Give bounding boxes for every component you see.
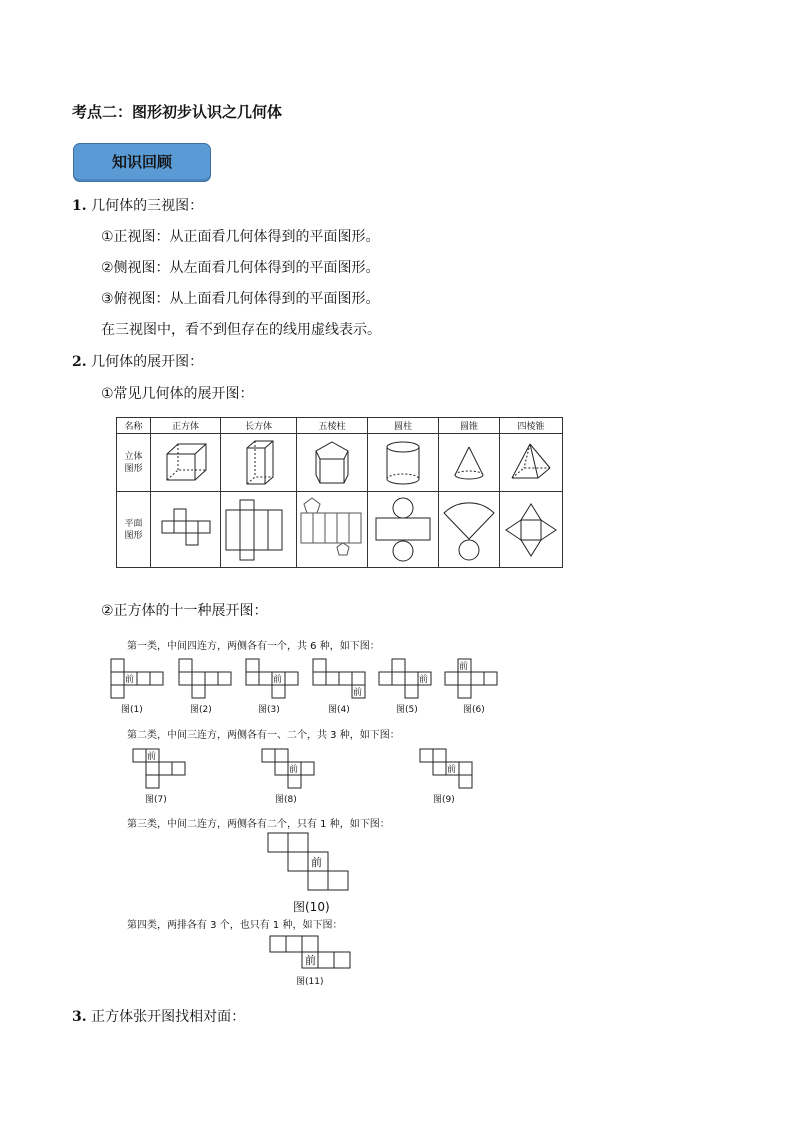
class-1-caption: 第一类，中间四连方，两侧各有一个，共 6 种，如下图：: [127, 641, 380, 652]
item-1-title: 几何体的三视图：: [91, 198, 204, 214]
header-cylinder: 圆柱: [368, 418, 439, 434]
fig-7-label: 图(7): [145, 795, 167, 805]
item-1-number: 1.: [72, 198, 87, 214]
dashed-line-note: 在三视图中，看不到但存在的线用虚线表示。: [101, 322, 381, 338]
front-view-line: ①正视图：从正面看几何体得到的平面图形。: [101, 229, 380, 245]
fig-3-label: 图(3): [258, 705, 280, 715]
section-title: 考点二：图形初步认识之几何体: [72, 103, 283, 121]
front-mark-4: 前: [353, 688, 363, 698]
front-mark-7: 前: [147, 752, 157, 762]
front-mark-6: 前: [459, 662, 469, 672]
header-pentagonal-prism: 五棱柱: [297, 418, 368, 434]
header-cube: 正方体: [151, 418, 221, 434]
fig-9-label: 图(9): [433, 795, 455, 805]
knowledge-review-badge: 知识回顾: [73, 143, 211, 182]
front-mark-3: 前: [273, 675, 283, 685]
item-3-title: 正方体张开图找相对面：: [91, 1009, 246, 1025]
item-2-title: 几何体的展开图：: [91, 354, 204, 370]
solid-row-label: 立体图形: [117, 434, 151, 492]
item-2-number: 2.: [72, 354, 87, 370]
item-3-heading: [72, 1008, 245, 1026]
front-mark-1: 前: [125, 675, 135, 685]
fig-5-label: 图(5): [396, 705, 418, 715]
front-mark-11: 前: [305, 954, 316, 967]
eleven-nets-subheading: ②正方体的十一种展开图：: [101, 603, 268, 619]
front-mark-10: 前: [311, 856, 322, 869]
fig-1-label: 图(1): [121, 705, 143, 715]
side-view-line: ②侧视图：从左面看几何体得到的平面图形。: [101, 260, 380, 276]
fig-8-label: 图(8): [275, 795, 297, 805]
item-3-number: 3.: [72, 1009, 87, 1025]
class-2-caption: 第二类，中间三连方，两侧各有一、二个，共 3 种，如下图：: [127, 730, 400, 741]
header-name: 名称: [117, 418, 151, 434]
fig-6-label: 图(6): [463, 705, 485, 715]
fig-11-label: 图(11): [296, 977, 324, 987]
common-nets-subheading: ①常见几何体的展开图：: [101, 386, 254, 402]
fig-4-label: 图(4): [328, 705, 350, 715]
front-mark-8: 前: [289, 765, 299, 775]
front-mark-5: 前: [419, 675, 429, 685]
flat-row-label: 平面图形: [117, 492, 151, 568]
class-4-caption: 第四类，两排各有 3 个，也只有 1 种，如下图：: [127, 920, 343, 931]
class-3-caption: 第三类，中间二连方，两侧各有二个，只有 1 种，如下图：: [127, 819, 390, 830]
header-cuboid: 长方体: [221, 418, 297, 434]
front-mark-9: 前: [447, 765, 457, 775]
top-view-line: ③俯视图：从上面看几何体得到的平面图形。: [101, 291, 380, 307]
header-pyramid: 四棱锥: [500, 418, 563, 434]
fig-10-label: 图(10): [293, 900, 330, 914]
fig-2-label: 图(2): [190, 705, 212, 715]
header-cone: 圆锥: [439, 418, 500, 434]
